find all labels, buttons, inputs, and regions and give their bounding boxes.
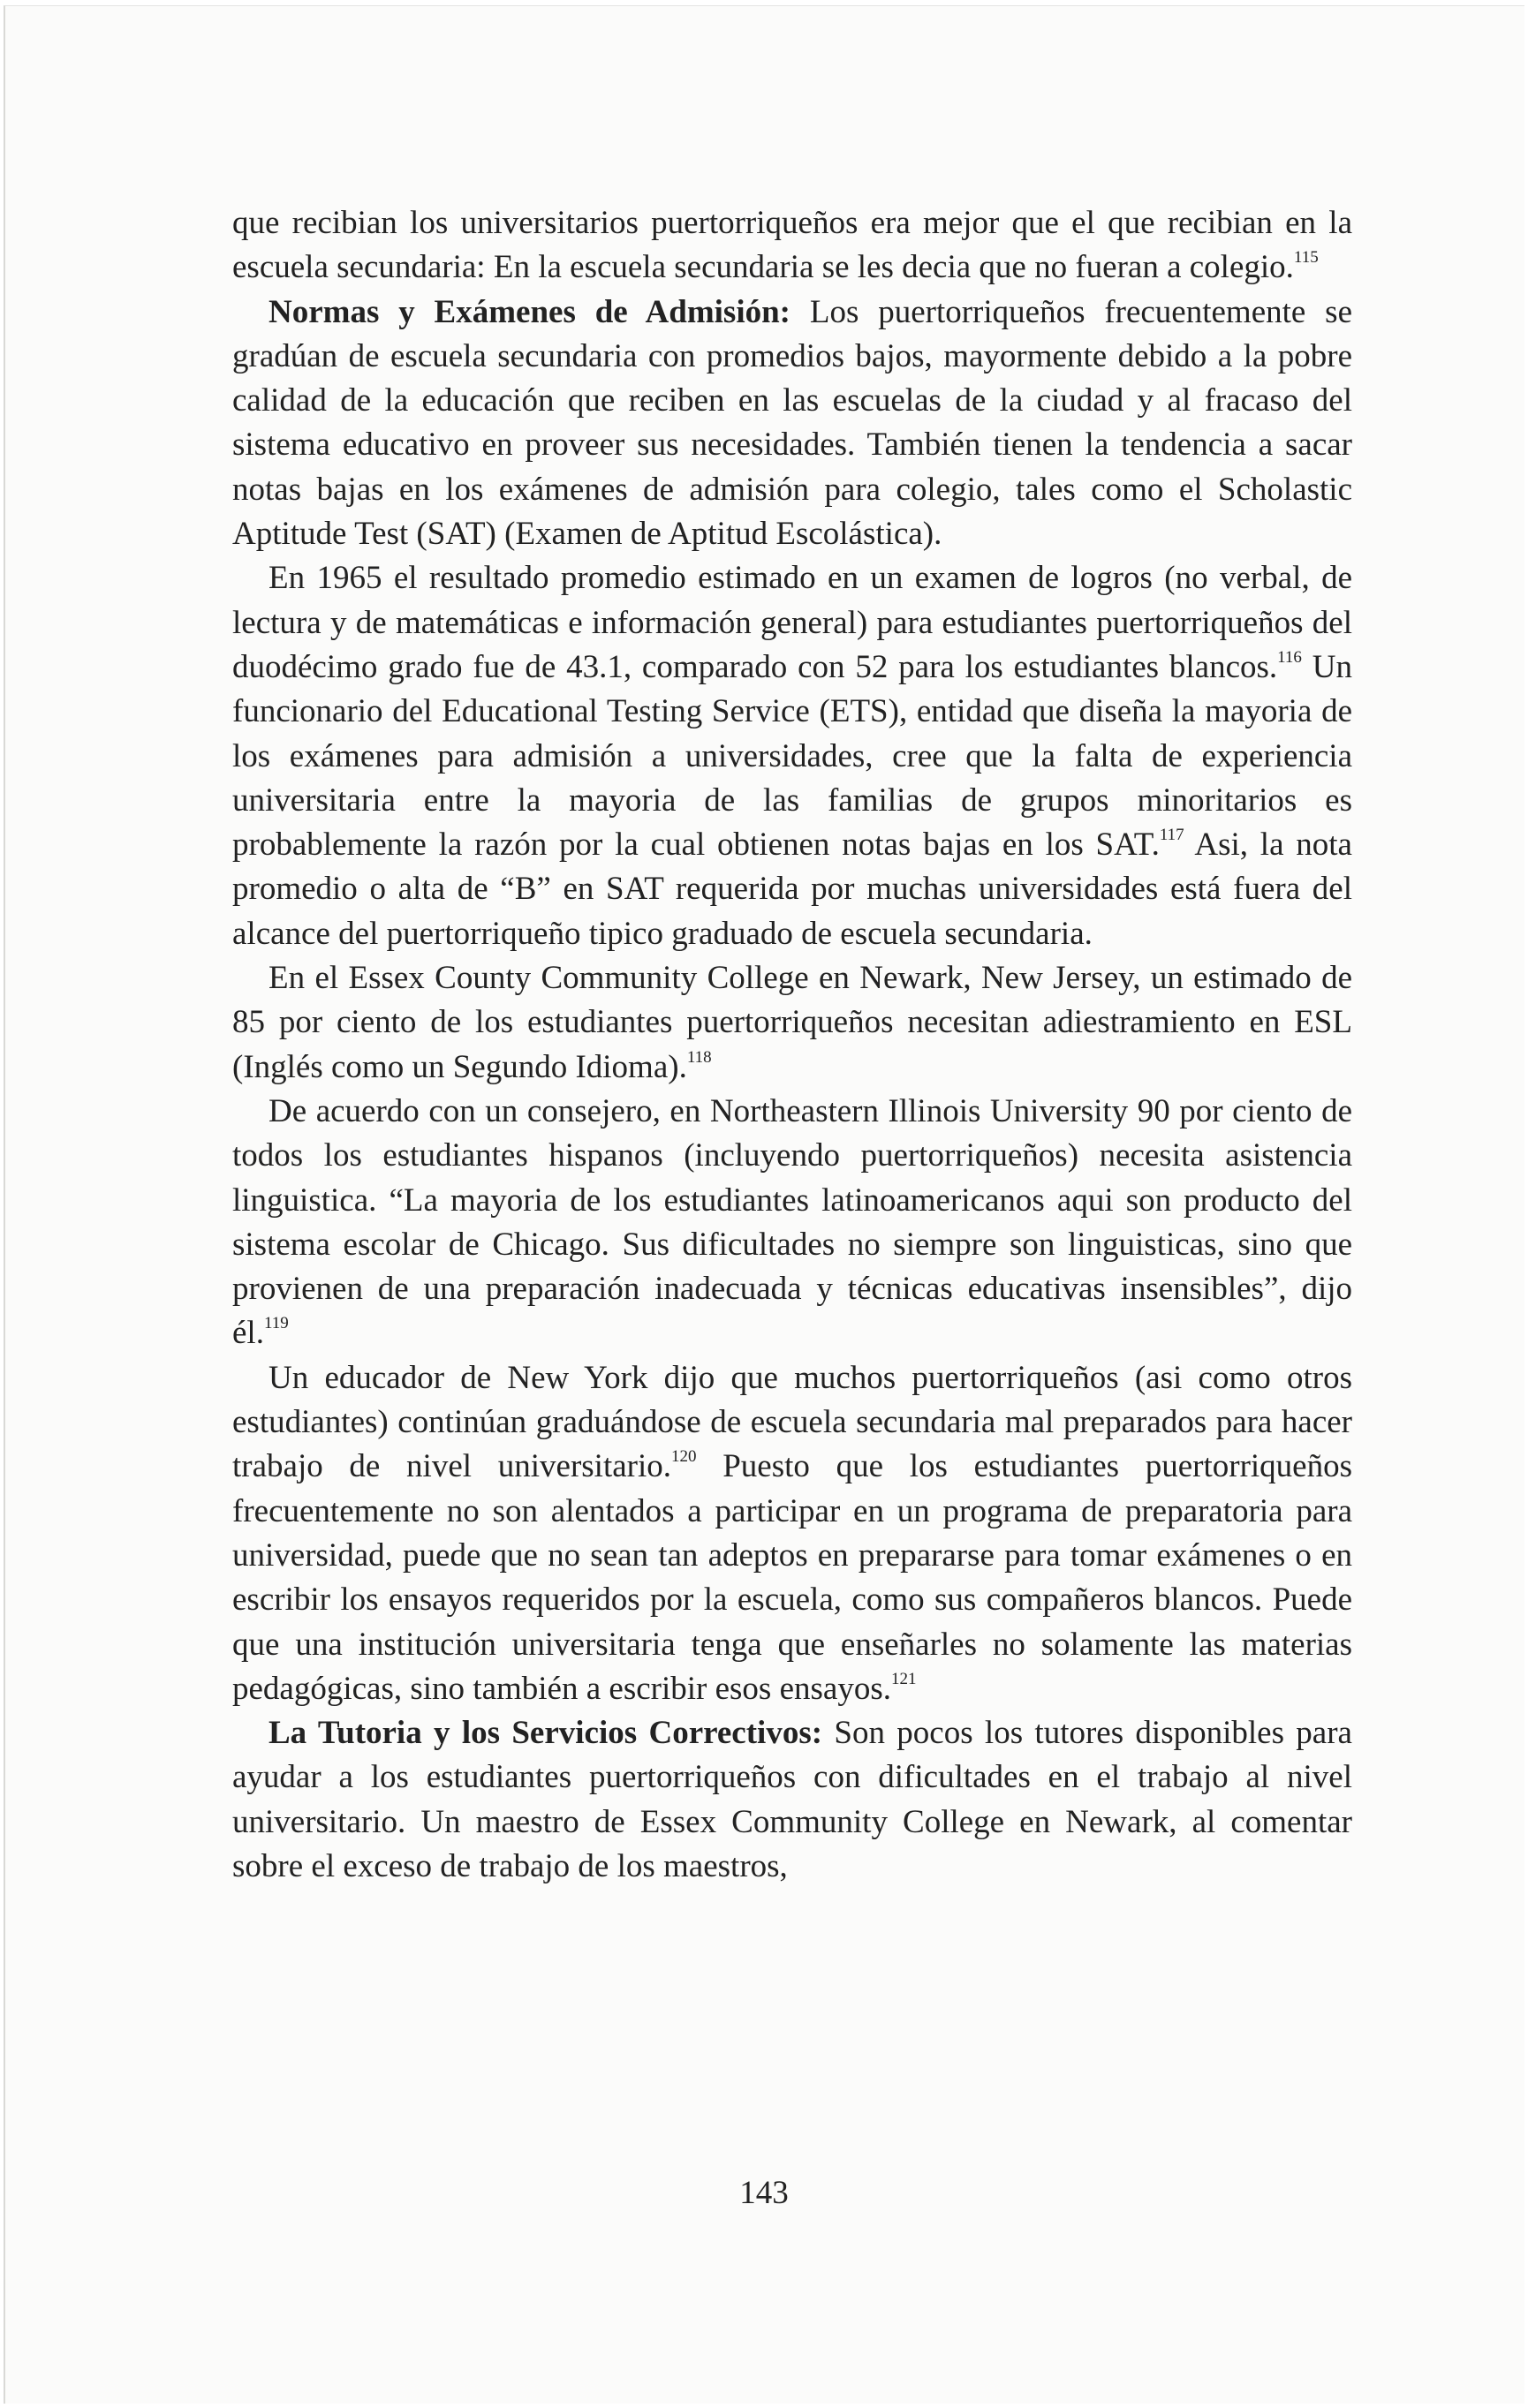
- paragraph-text: Un funcionario del Educational Testing Service (ETS), entidad que diseña la mayoria de los exámenes para admisión a universidades, cree que la falta de experiencia universitaria entre la mayoria de las familias de grupos minoritarios es probablemente la razón por la cual obtienen notas bajas en los SAT.: [232, 648, 1352, 864]
- section-heading-admission: Normas y Exámenes de Admisión:: [269, 293, 791, 330]
- paragraph-text: Los puertorriqueños frecuentemente se gradúan de escuela secundaria con promedios bajos, mayormente debido a la pobre calidad de la educación que reciben en las escuelas de la ciudad y al fracaso del sistema educativo en proveer sus necesidades. También tienen la tendencia a sacar notas bajas en los exámenes de admisión para colegio, tales como el Scholastic Aptitude Test (SAT) (Examen de Aptitud Escolástica).: [232, 293, 1353, 553]
- paragraph-1965-results: [232, 556, 1352, 956]
- paragraph-text: Puesto que los estudiantes puertorriqueños frecuentemente no son alentados a participar en un programa de preparatoria para universidad, puede que no sean tan adeptos en prepararse para tomar exámenes o en escribir los ensayos requeridos por la escuela, como sus compañeros blancos. Puede que una institución universitaria tenga que enseñarles no solamente las materias pedagógicas, sino también a escribir esos ensayos.: [232, 1448, 1353, 1707]
- footnote-ref-119: 119: [263, 1314, 289, 1333]
- paragraph-new-york-educator: [232, 1356, 1352, 1711]
- paragraph-text: que recibian los universitarios puertorriqueños era mejor que el que recibian en la escuela secundaria: En la escuela secundaria se les decia que no fueran a colegio.: [232, 205, 1352, 286]
- paragraph-continuation: [232, 201, 1352, 291]
- footnote-ref-118: 118: [686, 1047, 712, 1067]
- paragraph-text: Asi, la nota promedio o alta de “B” en SAT requerida por muchas universidades está fuera del alcance del puertorriqueño tipico graduado de escuela secundaria.: [232, 827, 1352, 952]
- body-text: [232, 201, 1352, 1889]
- paragraph-text: En 1965 el resultado promedio estimado en un examen de logros (no verbal, de lectura y de matemáticas e información general) para estudiantes puertorriqueños del duodécimo grado fue de 43.1, comparado con 52 para los estudiantes blancos.: [232, 560, 1352, 685]
- footnote-ref-116: 116: [1277, 647, 1302, 667]
- footnote-ref-120: 120: [671, 1447, 697, 1467]
- paragraph-tutoring: [232, 1711, 1352, 1889]
- paragraph-northeastern-illinois: [232, 1090, 1352, 1356]
- section-heading-tutoring: La Tutoria y los Servicios Correctivos:: [269, 1715, 823, 1752]
- footnote-ref-117: 117: [1159, 826, 1184, 845]
- paragraph-text: Son pocos los tutores disponibles para ayudar a los estudiantes puertorriqueños con dificultades en el trabajo al nivel universitario. Un maestro de Essex Community College en Newark, al comentar sobre el exceso de trabajo de los maestros,: [232, 1715, 1352, 1884]
- paragraph-admission-standards: [232, 291, 1352, 557]
- footnote-ref-121: 121: [890, 1669, 917, 1688]
- page-number: 143: [739, 2175, 789, 2211]
- paragraph-essex-county: [232, 956, 1352, 1090]
- footnote-ref-115: 115: [1293, 248, 1319, 268]
- paragraph-text: Un educador de New York dijo que muchos puertorriqueños (asi como otros estudiantes) continúan graduándose de escuela secundaria mal preparados para hacer trabajo de nivel universitario.: [232, 1359, 1352, 1485]
- paragraph-text: En el Essex County Community College en Newark, New Jersey, un estimado de 85 por ciento de los estudiantes puertorriqueños necesitan adiestramiento en ESL (Inglés como un Segundo Idioma).: [232, 960, 1352, 1085]
- paragraph-text: De acuerdo con un consejero, en Northeastern Illinois University 90 por ciento de todos los estudiantes hispanos (incluyendo puertorriqueños) necesita asistencia linguistica. “La mayoria de los estudiantes latinoamericanos aqui son producto del sistema escolar de Chicago. Sus dificultades no siempre son linguisticas, sino que provienen de una preparación inadecuada y técnicas educativas insensibles”, dijo él.: [232, 1092, 1352, 1352]
